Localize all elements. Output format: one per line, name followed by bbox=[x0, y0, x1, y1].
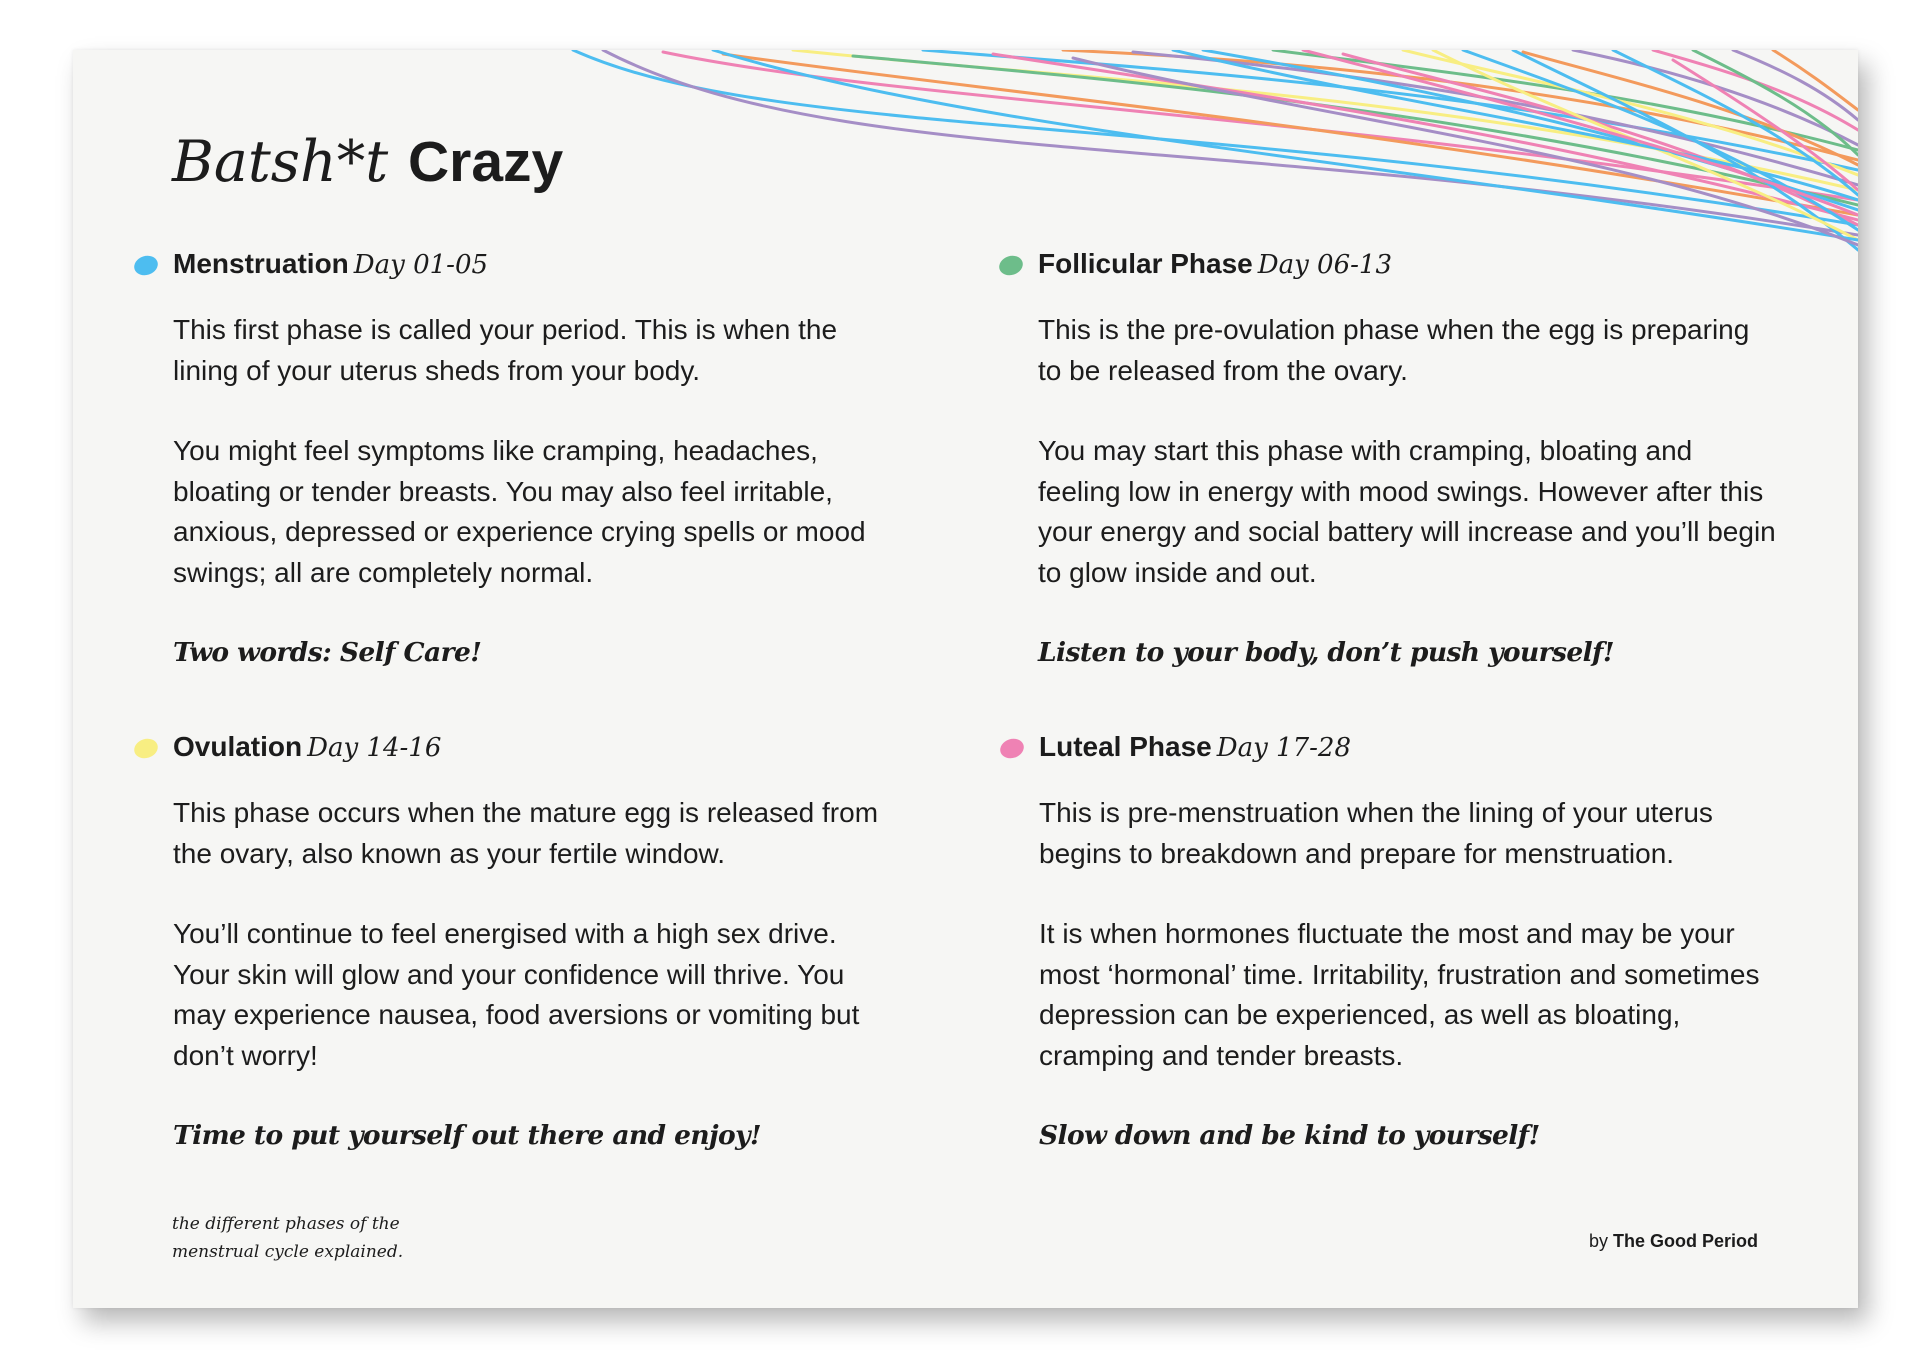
credit bbox=[1589, 1229, 1758, 1253]
phase-tip: Time to put yourself out there and enjoy! bbox=[173, 1120, 761, 1151]
phase-name: Menstruation bbox=[173, 248, 349, 279]
phase-heading bbox=[173, 727, 893, 768]
phase-heading bbox=[1038, 244, 1778, 285]
phase-name: Luteal Phase bbox=[1039, 731, 1212, 762]
phase-symptoms: You might feel symptoms like cramping, headaches, bloating or tender breasts. You may also feel irritable, anxious, depressed or experience crying spells or mood swings; all are completely normal. bbox=[173, 435, 866, 588]
phase-tip: Listen to your body, don’t push yourself! bbox=[1038, 637, 1614, 668]
phase-days: Day 06-13 bbox=[1257, 250, 1393, 280]
phase-heading bbox=[173, 244, 873, 285]
phase-heading bbox=[1039, 727, 1779, 768]
title-bold-part: Crazy bbox=[408, 130, 564, 194]
credit-prefix: by bbox=[1588, 1231, 1608, 1251]
phase-menstruation bbox=[173, 244, 873, 673]
page-title bbox=[172, 128, 563, 196]
info-card bbox=[73, 50, 1858, 1308]
yellow-dot-icon bbox=[132, 736, 161, 761]
phase-description: This first phase is called your period. This is when the lining of your uterus sheds from your body. bbox=[173, 314, 838, 386]
credit-brand: The Good Period bbox=[1612, 1231, 1758, 1251]
phase-ovulation bbox=[173, 727, 893, 1156]
phase-description: This phase occurs when the mature egg is released from the ovary, also known as your fertile window. bbox=[173, 797, 879, 869]
phase-tip: Two words: Self Care! bbox=[173, 637, 482, 668]
phase-days: Day 14-16 bbox=[307, 733, 442, 763]
pink-dot-icon bbox=[998, 736, 1027, 761]
phase-symptoms: You may start this phase with cramping, bloating and feeling low in energy with mood swings. However after this your energy and social battery will increase and you’ll begin to glow inside and out. bbox=[1038, 435, 1776, 588]
phase-name: Follicular Phase bbox=[1038, 248, 1253, 279]
phase-description: This is pre-menstruation when the lining of your uterus begins to breakdown and prepare for menstruation. bbox=[1039, 797, 1713, 869]
footer-caption: the different phases of the menstrual cycle explained. bbox=[172, 1214, 404, 1262]
phase-days: Day 17-28 bbox=[1216, 733, 1351, 763]
phase-luteal bbox=[1039, 727, 1779, 1156]
phase-days: Day 01-05 bbox=[353, 250, 489, 280]
phase-symptoms: It is when hormones fluctuate the most and may be your most ‘hormonal’ time. Irritability, frustration and sometimes depression can be experienced, as well as bloating, cramping and tender breasts. bbox=[1039, 918, 1760, 1071]
phase-symptoms: You’ll continue to feel energised with a high sex drive. Your skin will glow and your confidence will thrive. You may experience nausea, food aversions or vomiting but don’t worry! bbox=[173, 918, 860, 1071]
phase-tip: Slow down and be kind to yourself! bbox=[1039, 1120, 1540, 1151]
phase-follicular bbox=[1038, 244, 1778, 673]
phase-name: Ovulation bbox=[173, 731, 303, 762]
title-italic-part: Batsh*t bbox=[172, 129, 389, 195]
phase-description: This is the pre-ovulation phase when the egg is preparing to be released from the ovary. bbox=[1038, 314, 1750, 386]
